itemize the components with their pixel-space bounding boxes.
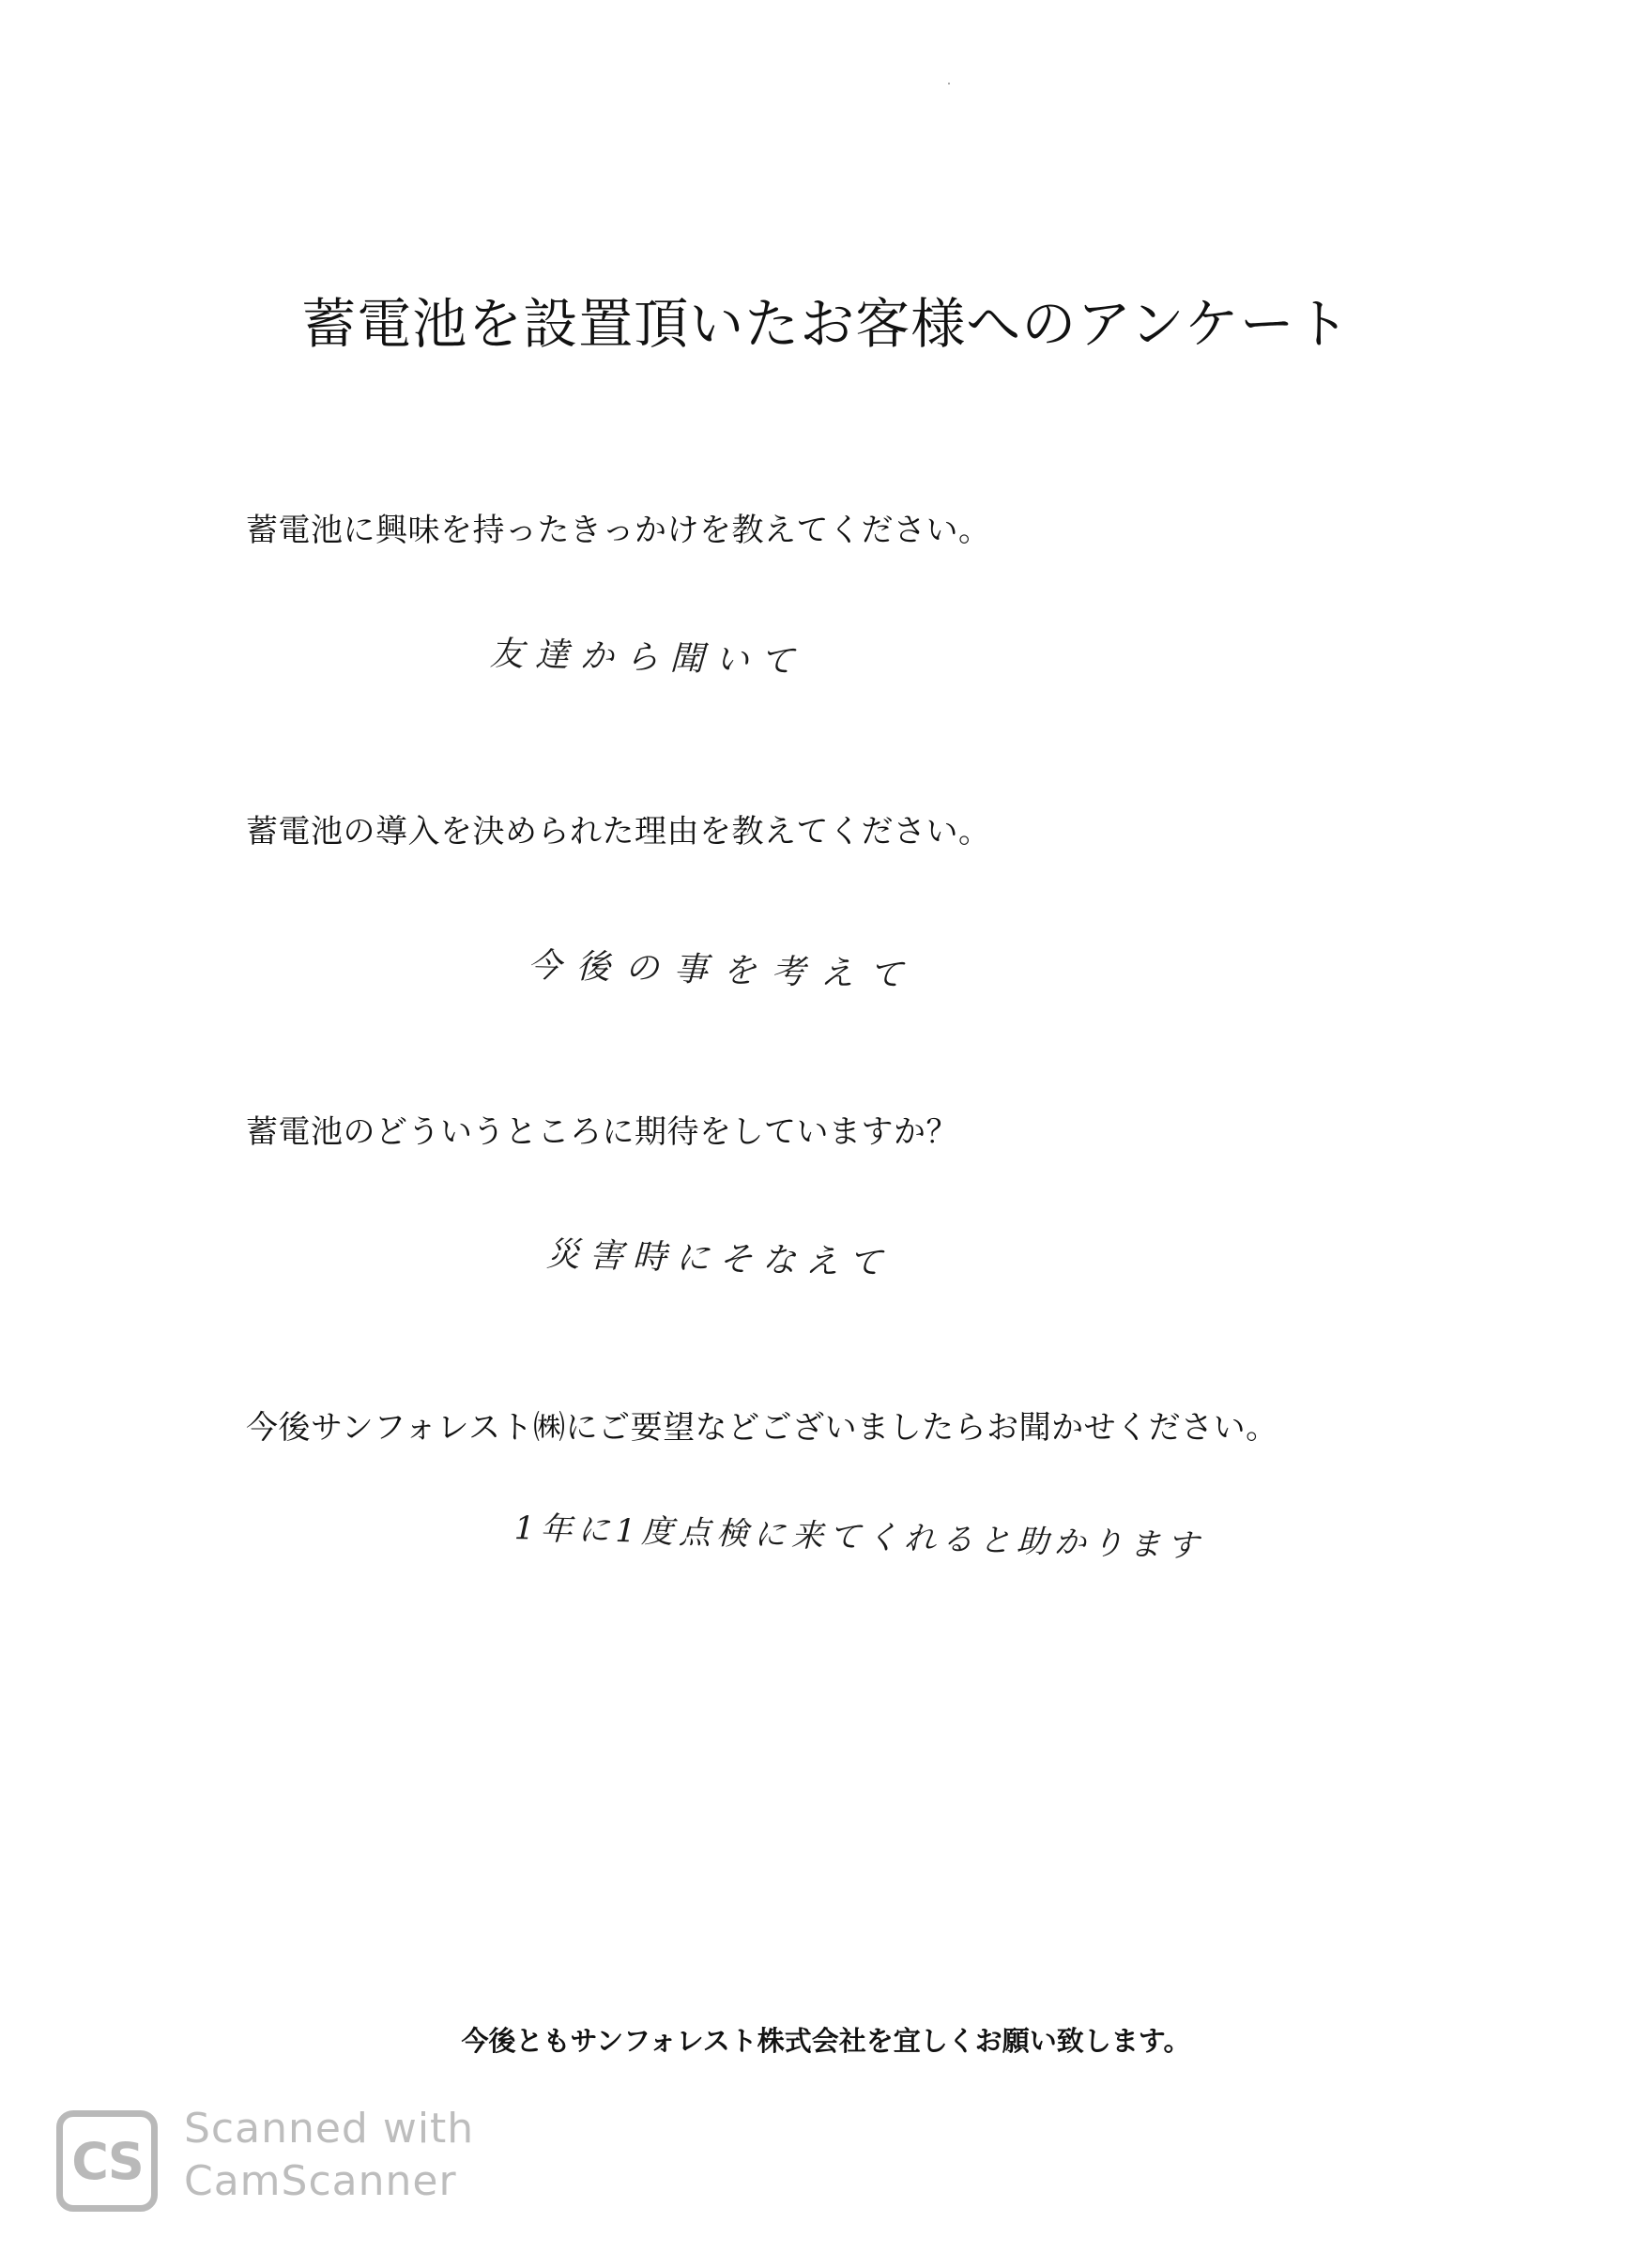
survey-title: 蓄電池を設置頂いたお客様へのアンケート: [301, 292, 1351, 356]
question-3: 蓄電池のどういうところに期待をしていますか？: [246, 1113, 958, 1151]
handwritten-answer-3: 災害時にそなえて: [545, 1235, 893, 1283]
handwritten-answer-2: 今後の事を考えて: [527, 946, 919, 995]
handwritten-answer-4: 1年に1度点検に来てくれると助かります: [513, 1510, 1205, 1566]
watermark-line-1: Scanned with: [184, 2105, 475, 2153]
closing-message: 今後ともサンフォレスト株式会社を宜しくお願い致します。: [461, 2025, 1191, 2057]
question-4: 今後サンフォレスト㈱にご要望などございましたらお聞かせください。: [246, 1409, 1278, 1447]
watermark-text: [184, 2103, 474, 2208]
scan-speck: [948, 83, 950, 84]
question-2: 蓄電池の導入を決められた理由を教えてください。: [246, 813, 991, 851]
watermark-line-2: CamScanner: [184, 2157, 457, 2205]
question-1: 蓄電池に興味を持ったきっかけを教えてください。: [246, 512, 991, 549]
camscanner-logo-icon: CS: [56, 2110, 158, 2212]
camscanner-watermark: [56, 2103, 488, 2215]
handwritten-answer-1: 友達から聞いて: [489, 635, 806, 682]
